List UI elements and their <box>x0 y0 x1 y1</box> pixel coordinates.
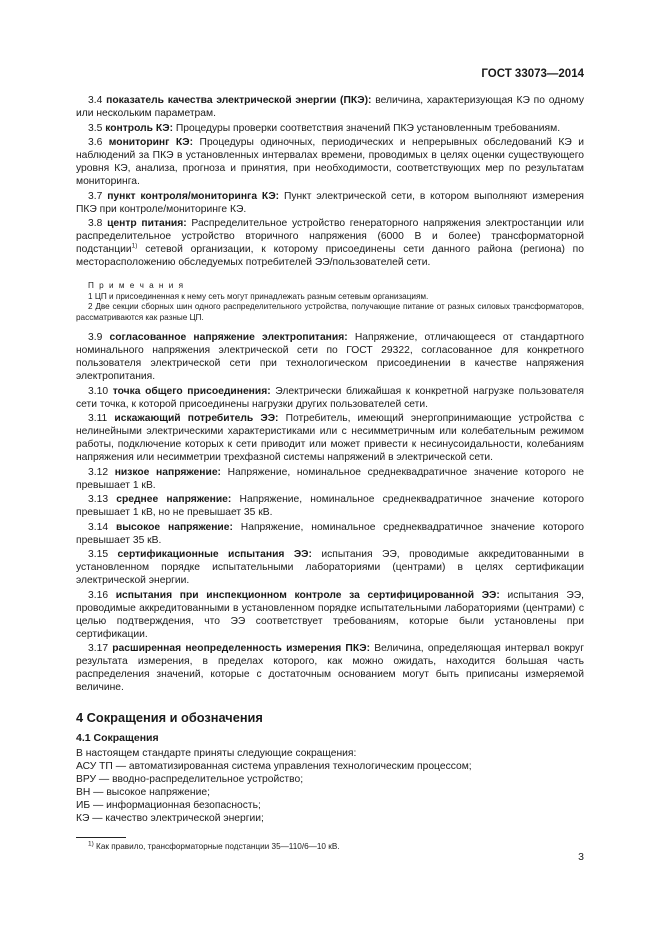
footnote-divider <box>76 837 126 838</box>
definition-3-10: 3.10 точка общего присоединения: Электрически ближайшая к конкретной нагрузке пользователя сети точка, к которой присоединены нагрузки других пользователей сети. <box>76 385 584 410</box>
abbreviation-item: ВРУ — вводно-распределительное устройство; <box>76 774 304 785</box>
definition-3-7: 3.7 пункт контроля/мониторинга КЭ: Пункт электрической сети, в котором выполняют измерения ПКЭ при контроле/мониторинге КЭ. <box>76 190 584 215</box>
note-item: 1 ЦП и присоединенная к нему сеть могут принадлежать разным сетевым организациям. <box>88 291 429 301</box>
definitions-group <box>76 331 584 694</box>
definition-3-5: 3.5 контроль КЭ: Процедуры проверки соответствия значений ПКЭ установленным требованиям. <box>88 122 561 134</box>
section-heading: 4 Сокращения и обозначения <box>76 710 263 725</box>
definition-3-4: 3.4 показатель качества электрической энергии (ПКЭ): величина, характеризующая КЭ по одному или нескольким параметрам. <box>76 95 584 119</box>
definitions-group <box>76 94 584 216</box>
definition-3-14: 3.14 высокое напряжение: Напряжение, номинальное среднеквадратичное значение которого превышает 35 кВ. <box>76 521 584 546</box>
footnote: $^{1)}$ Как правило, трансформаторные подстанции 35—110/6—10 кВ. <box>88 840 340 851</box>
definition-3-9: 3.9 согласованное напряжение электропитания: Напряжение, отличающееся от стандартного номинального напряжения электрической сети по ГОСТ 29322, согласованное для конкретного пользователя электрической сети при технологическом присоединении в качестве напряжения электропитания. <box>76 332 584 382</box>
definition-3-11: 3.11 искажающий потребитель ЭЭ: Потребитель, имеющий энергопринимающие устройства с нелинейными электрическими характеристиками или с несимметричным или колебательным режимом работы, подключение которых к сети приводит или может привести к несинусоидальности, колебаниям напряжения или несимметрии трехфазной системы напряжений в электрической сети. <box>76 413 584 463</box>
abbr-intro: В настоящем стандарте приняты следующие сокращения: <box>76 748 357 759</box>
abbreviation-list <box>76 760 584 825</box>
abbreviation-item: КЭ — качество электрической энергии; <box>76 813 264 824</box>
footnote-mark: 1) <box>131 242 138 250</box>
abbreviation-item: АСУ ТП — автоматизированная система управления технологическим процессом; <box>76 761 472 772</box>
note-item: 2 Две секции сборных шин одного распределительного устройства, получающие питание от разных силовых трансформаторов, рассматриваются как разные ЦП. <box>76 302 584 322</box>
page-number: 3 <box>578 851 584 863</box>
definition-3-15: 3.15 сертификационные испытания ЭЭ: испытания ЭЭ, проводимые аккредитованными в установленном порядке испытательными лабораториями (центрами) в целях сертификации электрической энергии. <box>76 549 584 586</box>
definition-3-13: 3.13 среднее напряжение: Напряжение, номинальное среднеквадратичное значение которого превышает 1 кВ, но не превышает 35 кВ. <box>76 494 584 518</box>
page-content <box>76 94 584 853</box>
definition-3-8: 3.8 центр питания: Распределительное устройство генераторного напряжения электростанции или распределительное устройство вторичного напряжения (6000 В и более) трансформаторной подстанции$^{1)}$ сетевой организации, к которому присоединены сети данного района (региона) по месторасположению обследуемых потребителей ЭЭ/пользователей сети. <box>76 218 584 268</box>
definition-3-17: 3.17 расширенная неопределенность измерения ПКЭ: Величина, определяющая интервал вокруг результата измерения, в пределах которого, как можно ожидать, находится большая часть распределения значений, которые с достаточным основанием могут быть приписаны измеряемой величине. <box>76 643 584 693</box>
definition-3-12: 3.12 низкое напряжение: Напряжение, номинальное среднеквадратичное значение которого не превышает 1 кВ. <box>76 466 584 491</box>
abbreviation-item: ИБ — информационная безопасность; <box>76 800 261 811</box>
notes-block <box>76 281 584 323</box>
standard-number: ГОСТ 33073—2014 <box>481 68 584 80</box>
notes-heading: П р и м е ч а н и я <box>88 281 185 290</box>
definition-3-6: 3.6 мониторинг КЭ: Процедуры одиночных, периодических и непрерывных обследований КЭ и наблюдений за ПКЭ в установленных интервалах времени, проводимых в целях оценки существующего уровня КЭ, анализа, прогноза и принятия, при необходимости, соответствующих мер по результатам мониторинга. <box>76 137 585 187</box>
definition-3-16: 3.16 испытания при инспекционном контроле за сертифицированной ЭЭ: испытания ЭЭ, проводимые аккредитованными в установленном порядке испытательными лабораториями (центрами) с целью подтверждения, что ЭЭ соответствует требованиям, которые были установлены при сертификации. <box>76 589 584 640</box>
abbreviation-item: ВН — высокое напряжение; <box>76 787 210 798</box>
subsection-heading: 4.1 Сокращения <box>76 732 159 744</box>
